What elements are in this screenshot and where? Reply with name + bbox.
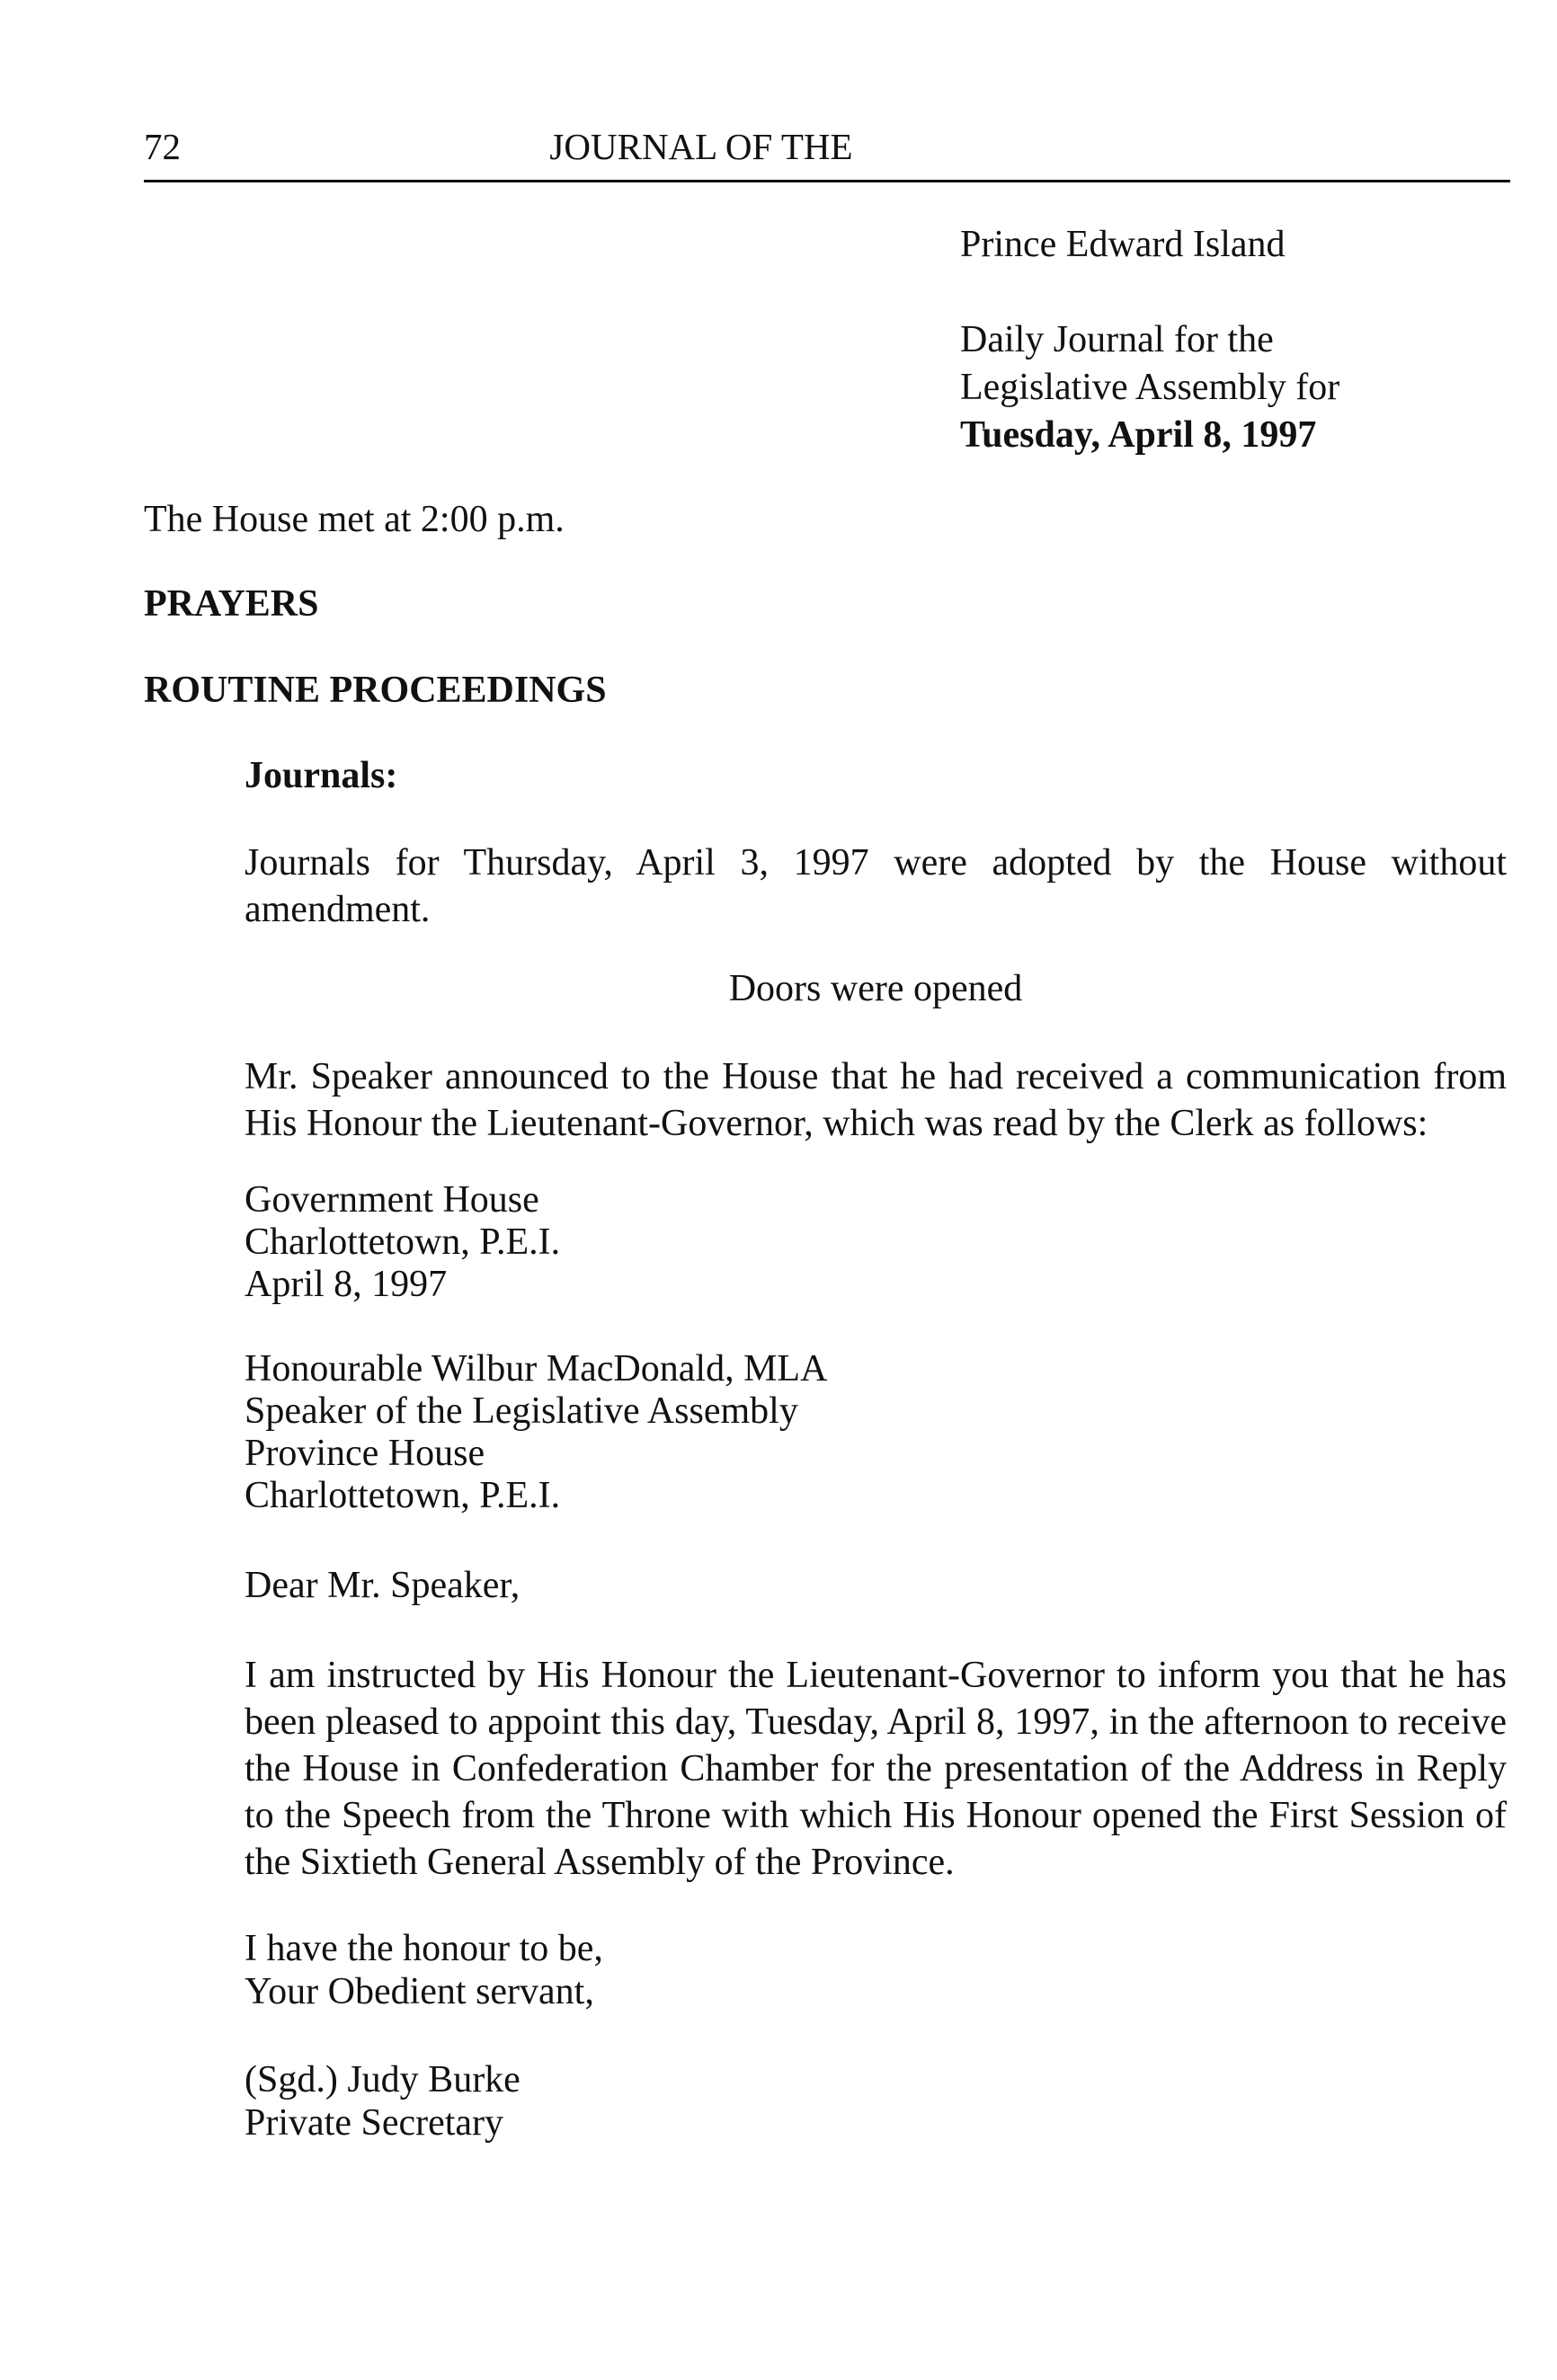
speaker-announcement-paragraph: Mr. Speaker announced to the House that he had received a communication from His Honour the Lieutenant-Governor, which was read by the Clerk as follows: <box>245 1056 1507 1144</box>
signature-name: (Sgd.) Judy Burke <box>245 2059 520 2100</box>
letter-recipient-address <box>245 1348 827 1517</box>
closing-line: Your Obedient servant, <box>245 1971 594 2012</box>
prayers-heading: PRAYERS <box>144 583 319 625</box>
page-number: 72 <box>144 126 181 167</box>
sender-address-line: Charlottetown, P.E.I. <box>245 1221 561 1263</box>
journal-title-block <box>960 221 1339 459</box>
doors-opened-note: Doors were opened <box>728 968 1023 1009</box>
recipient-address-line: Honourable Wilbur MacDonald, MLA <box>245 1348 828 1390</box>
routine-proceedings-heading: ROUTINE PROCEEDINGS <box>144 670 607 711</box>
journal-title-line2: Legislative Assembly for <box>960 367 1340 408</box>
closing-line: I have the honour to be, <box>245 1928 603 1969</box>
letter-salutation: Dear Mr. Speaker, <box>245 1565 520 1606</box>
recipient-address-line: Speaker of the Legislative Assembly <box>245 1390 798 1432</box>
journal-title-line1: Daily Journal for the <box>960 319 1274 360</box>
journals-subheading: Journals: <box>245 755 398 796</box>
signature-title: Private Secretary <box>245 2102 504 2144</box>
running-title: JOURNAL OF THE <box>549 126 853 167</box>
letter-date: April 8, 1997 <box>245 1264 448 1305</box>
letter-signature <box>245 2058 520 2145</box>
recipient-address-line: Province House <box>245 1433 485 1474</box>
page-header <box>144 124 1510 182</box>
sender-address-line: Government House <box>245 1179 539 1221</box>
letter-sender-address <box>245 1179 560 1306</box>
letter-body: I am instructed by His Honour the Lieutenant-Governor to inform you that he has been pleased to appoint this day, Tuesday, April 8, 1997, in the afternoon to receive the House in Confederation Chamber for the presentation of the Address in Reply to the Speech from the Throne with which His Honour opened the First Session of the Sixtieth General Assembly of the Province. <box>245 1655 1507 1883</box>
letter-closing <box>245 1927 603 2013</box>
province-name: Prince Edward Island <box>960 224 1286 265</box>
house-met-statement: The House met at 2:00 p.m. <box>144 499 565 540</box>
recipient-address-line: Charlottetown, P.E.I. <box>245 1475 561 1516</box>
journal-date: Tuesday, April 8, 1997 <box>960 414 1317 456</box>
journals-adoption-paragraph: Journals for Thursday, April 3, 1997 were adopted by the House without amendment. <box>245 842 1507 930</box>
